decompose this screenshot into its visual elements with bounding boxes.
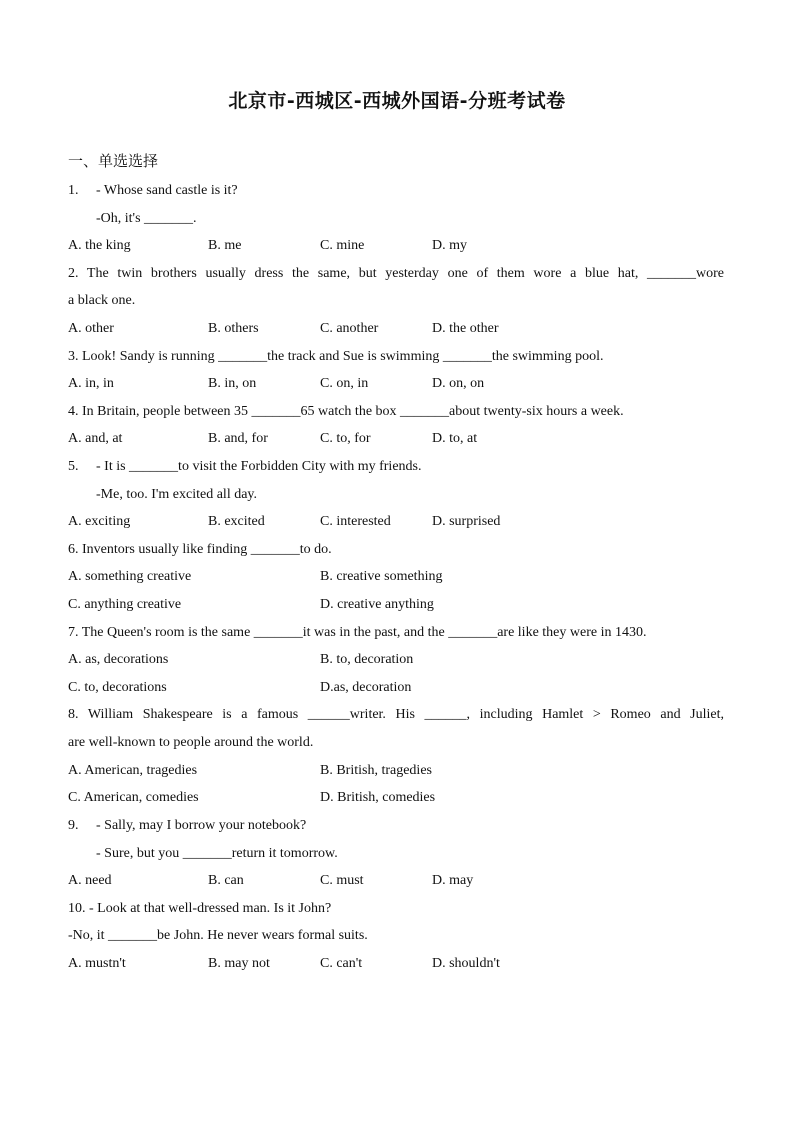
question-8-continued: are well-known to people around the world. bbox=[68, 735, 314, 750]
q2-option-b: B. others bbox=[208, 321, 259, 336]
q10-option-a: A. mustn't bbox=[68, 956, 126, 971]
q5-option-b: B. excited bbox=[208, 514, 265, 529]
question-2-continued: a black one. bbox=[68, 293, 136, 308]
question-9 bbox=[68, 818, 306, 834]
q3-option-c: C. on, in bbox=[320, 376, 369, 391]
q1-option-b: B. me bbox=[208, 238, 242, 253]
q10-option-c: C. can't bbox=[320, 956, 363, 971]
q2-option-c: C. another bbox=[320, 321, 379, 336]
q1-option-c: C. mine bbox=[320, 238, 365, 253]
page-title: 北京市-西城区-西城外国语-分班考试卷 bbox=[228, 90, 566, 112]
q4-option-d: D. to, at bbox=[432, 431, 478, 446]
q7-option-d: D.as, decoration bbox=[320, 680, 412, 695]
question-8: 8. William Shakespeare is a famous ______writer. His ______, including Hamlet > Romeo and Juliet, bbox=[68, 707, 724, 722]
q2-option-a: A. other bbox=[68, 321, 114, 336]
q9-option-b: B. can bbox=[208, 873, 244, 888]
question-5 bbox=[68, 459, 422, 475]
q7-option-c: C. to, decorations bbox=[68, 680, 167, 695]
q7-option-a: A. as, decorations bbox=[68, 652, 169, 667]
question-text: - Sally, may I borrow your notebook? bbox=[96, 818, 307, 833]
question-3: 3. Look! Sandy is running _______the track and Sue is swimming _______the swimming pool. bbox=[68, 349, 604, 364]
q8-option-a: A. American, tragedies bbox=[68, 763, 198, 778]
q8-option-b: B. British, tragedies bbox=[320, 763, 432, 778]
q4-option-b: B. and, for bbox=[208, 431, 268, 446]
q9-option-c: C. must bbox=[320, 873, 364, 888]
q8-option-c: C. American, comedies bbox=[68, 790, 199, 805]
q6-option-d: D. creative anything bbox=[320, 597, 434, 612]
question-1-response: -Oh, it's _______. bbox=[96, 211, 197, 226]
q7-option-b: B. to, decoration bbox=[320, 652, 414, 667]
q2-option-d: D. the other bbox=[432, 321, 499, 336]
q3-option-d: D. on, on bbox=[432, 376, 485, 391]
q10-option-b: B. may not bbox=[208, 956, 270, 971]
q6-option-c: C. anything creative bbox=[68, 597, 182, 612]
question-7: 7. The Queen's room is the same _______it was in the past, and the _______are like they were in 1430. bbox=[68, 625, 647, 640]
q10-option-d: D. shouldn't bbox=[432, 956, 500, 971]
q6-option-a: A. something creative bbox=[68, 569, 192, 584]
q1-option-a: A. the king bbox=[68, 238, 131, 253]
question-text: - It is _______to visit the Forbidden City with my friends. bbox=[96, 459, 422, 474]
q3-option-a: A. in, in bbox=[68, 376, 114, 391]
question-10: 10. - Look at that well-dressed man. Is it John? bbox=[68, 901, 332, 916]
question-6: 6. Inventors usually like finding _______to do. bbox=[68, 542, 332, 557]
question-number: 1. bbox=[68, 183, 79, 198]
question-10-response: -No, it _______be John. He never wears formal suits. bbox=[68, 928, 368, 943]
q8-option-d: D. British, comedies bbox=[320, 790, 436, 805]
q4-option-a: A. and, at bbox=[68, 431, 123, 446]
q3-option-b: B. in, on bbox=[208, 376, 257, 391]
question-number: 9. bbox=[68, 818, 79, 833]
question-5-response: -Me, too. I'm excited all day. bbox=[96, 487, 258, 502]
q6-option-b: B. creative something bbox=[320, 569, 443, 584]
question-2: 2. The twin brothers usually dress the same, but yesterday one of them wore a blue hat, _______wore bbox=[68, 266, 724, 281]
section-heading: 一、单选选择 bbox=[68, 152, 159, 170]
question-9-response: - Sure, but you _______return it tomorrow. bbox=[96, 846, 338, 861]
q5-option-c: C. interested bbox=[320, 514, 391, 529]
q5-option-d: D. surprised bbox=[432, 514, 501, 529]
question-text: - Whose sand castle is it? bbox=[96, 183, 238, 198]
q1-option-d: D. my bbox=[432, 238, 467, 253]
question-number: 5. bbox=[68, 459, 79, 474]
question-4: 4. In Britain, people between 35 _______65 watch the box _______about twenty-six hours a week. bbox=[68, 404, 624, 419]
q9-option-d: D. may bbox=[432, 873, 474, 888]
q4-option-c: C. to, for bbox=[320, 431, 371, 446]
q5-option-a: A. exciting bbox=[68, 514, 131, 529]
q9-option-a: A. need bbox=[68, 873, 112, 888]
question-1 bbox=[68, 183, 238, 199]
